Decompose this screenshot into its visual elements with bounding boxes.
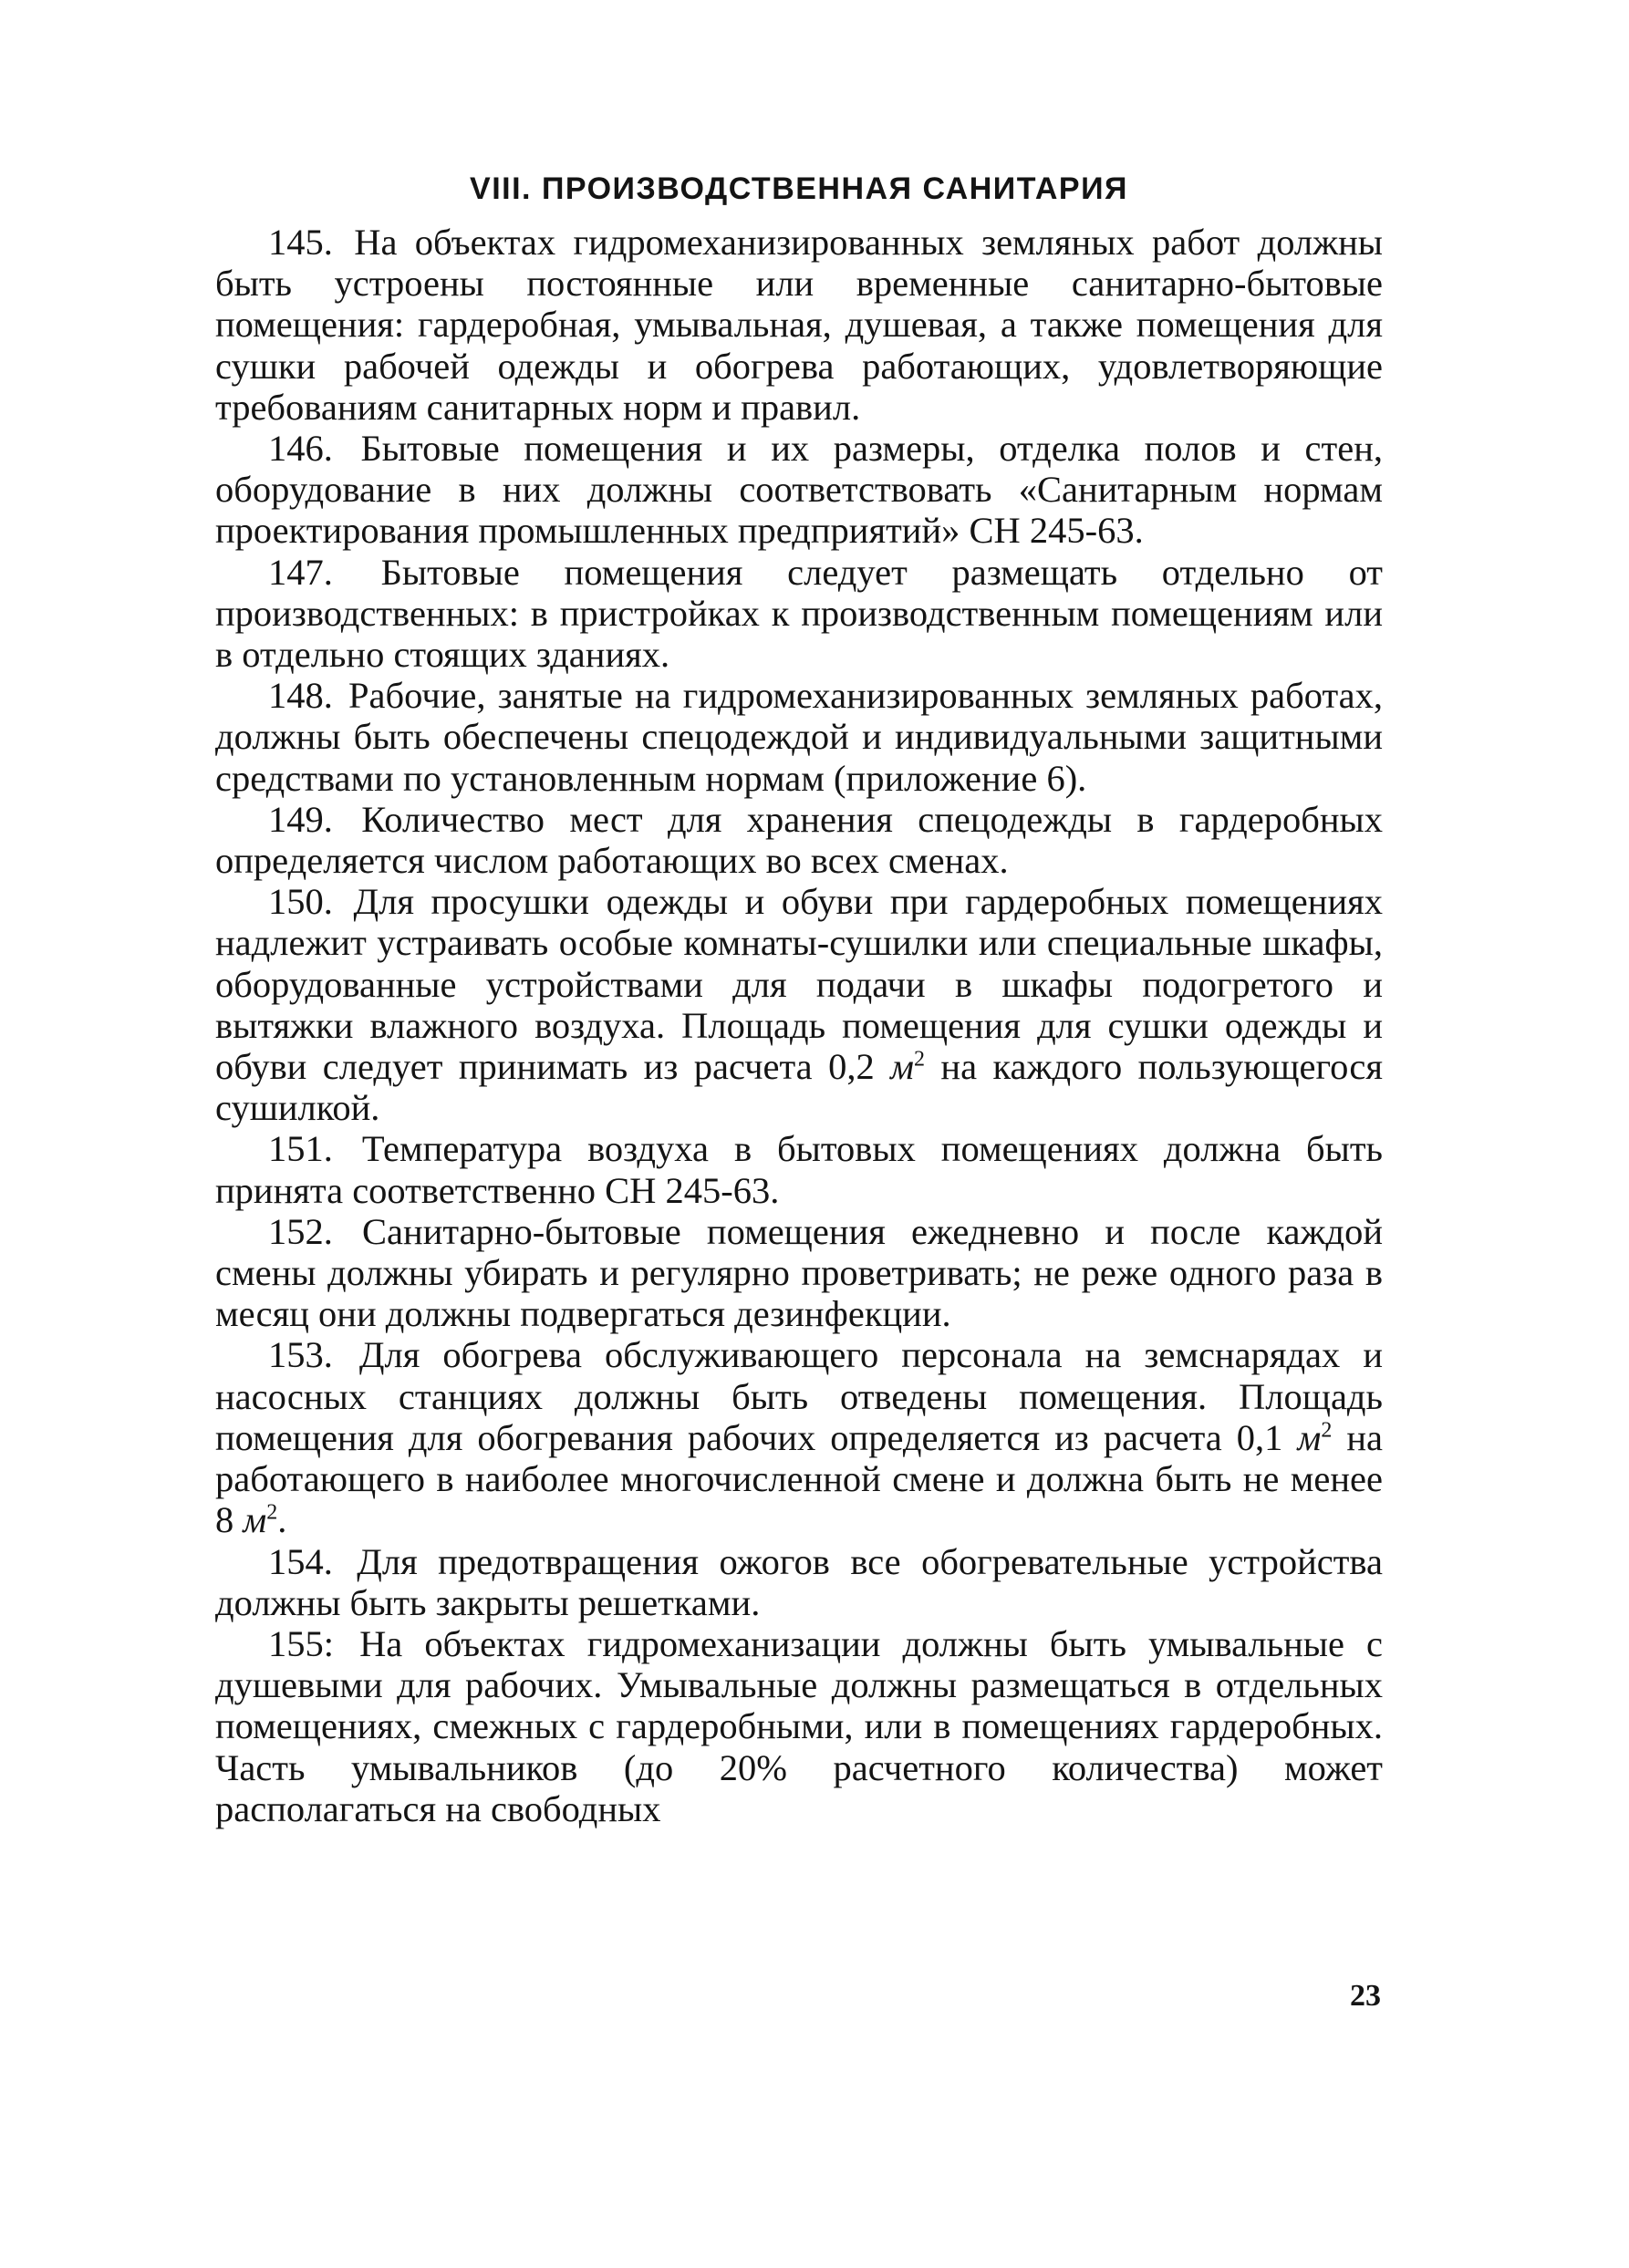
unit: м — [243, 1499, 267, 1541]
paragraph-154 — [215, 1541, 1383, 1623]
paragraph-number: 150. — [268, 881, 333, 923]
unit: м — [1297, 1416, 1322, 1458]
paragraph-text: Температура воздуха в бытовых помещениях должна быть принята соответственно СН 245-63. — [215, 1128, 1384, 1211]
paragraph-number: 148. — [268, 675, 333, 717]
paragraph-number: 147. — [268, 551, 333, 593]
paragraph-number: 149. — [268, 798, 333, 840]
paragraph-146 — [215, 428, 1383, 552]
paragraph-number: 155: — [268, 1622, 335, 1664]
paragraph-147 — [215, 552, 1383, 676]
paragraph-text: на каждого пользующегося сушилкой. — [215, 1046, 1383, 1129]
paragraph-text: Рабочие, занятые на гидромеханизированных земляных работах, должны быть обеспечены спецодеждой и индивидуальными защитными средствами по установленным нормам (приложение 6). — [215, 675, 1383, 799]
unit-exponent: 2 — [1321, 1418, 1333, 1443]
section-title: VIII. ПРОИЗВОДСТВЕННАЯ САНИТАРИЯ — [470, 171, 1128, 206]
paragraph-text: Количество мест для хранения спецодежды в гардеробных определяется числом работающих во всех сменах. — [215, 798, 1383, 882]
paragraph-number: 153. — [268, 1334, 333, 1376]
paragraph-text: На объектах гидромеханизированных земляных работ должны быть устроены постоянные или временные санитарно-бытовые помещения: гардеробная, умывальная, душевая, а также помещения для сушки рабочей одежды и обогрева работающих, удовлетворяющие требованиям санитарных норм и правил. — [215, 222, 1383, 428]
paragraph-151 — [215, 1128, 1383, 1210]
paragraph-number: 145. — [268, 222, 333, 263]
paragraph-text: . — [277, 1499, 287, 1541]
paragraph-text: Для просушки одежды и обуви при гардеробных помещениях надлежит устраивать особые комнаты-сушилки или специальные шкафы, оборудованные устройствами для подачи в шкафы подогретого и вытяжки влажного воздуха. Площадь помещения для сушки одежды и обуви следует принимать из расчета 0,2 — [215, 881, 1383, 1088]
paragraph-text: На объектах гидромеханизации должны быть умывальные с душевыми для рабочих. Умывальные должны размещаться в отдельных помещениях, смежных с гардеробными, или в помещениях гардеробных. Часть умывальников (до 20% расчетного количества) может располагаться на свободных — [215, 1622, 1383, 1829]
paragraph-number: 151. — [268, 1128, 333, 1170]
paragraph-145 — [215, 222, 1383, 428]
paragraph-number: 146. — [268, 428, 333, 470]
unit-exponent: 2 — [266, 1500, 278, 1525]
paragraph-text: Бытовые помещения и их размеры, отделка полов и стен, оборудование в них должны соответствовать «Санитарным нормам проектирования промышленных предприятий» СН 245-63. — [215, 428, 1384, 552]
paragraph-text: Для обогрева обслуживающего персонала на земснарядах и насосных станциях должны быть отведены помещения. Площадь помещения для обогревания рабочих определяется из расчета 0,1 — [215, 1334, 1383, 1458]
paragraph-text: Бытовые помещения следует размещать отдельно от производственных: в пристройках к производственным помещениям или в отдельно стоящих зданиях. — [215, 551, 1384, 676]
paragraph-number: 152. — [268, 1210, 333, 1252]
paragraph-text: Для предотвращения ожогов все обогревательные устройства должны быть закрыты решетками. — [215, 1540, 1383, 1623]
unit: м — [890, 1046, 914, 1088]
paragraph-text: на работающего в наиболее многочисленной смене и должна быть не менее 8 — [215, 1416, 1383, 1541]
paragraph-155 — [215, 1623, 1383, 1829]
unit-exponent: 2 — [913, 1047, 925, 1072]
paragraph-text: Санитарно-бытовые помещения ежедневно и после каждой смены должны убирать и регулярно проветривать; не реже одного раза в месяц они должны подвергаться дезинфекции. — [215, 1210, 1383, 1335]
paragraph-148 — [215, 675, 1383, 799]
paragraph-153 — [215, 1334, 1383, 1540]
paragraph-149 — [215, 799, 1383, 881]
page-number: 23 — [1350, 1979, 1381, 2013]
paragraph-150 — [215, 881, 1383, 1128]
paragraph-152 — [215, 1211, 1383, 1335]
paragraph-number: 154. — [268, 1540, 333, 1582]
